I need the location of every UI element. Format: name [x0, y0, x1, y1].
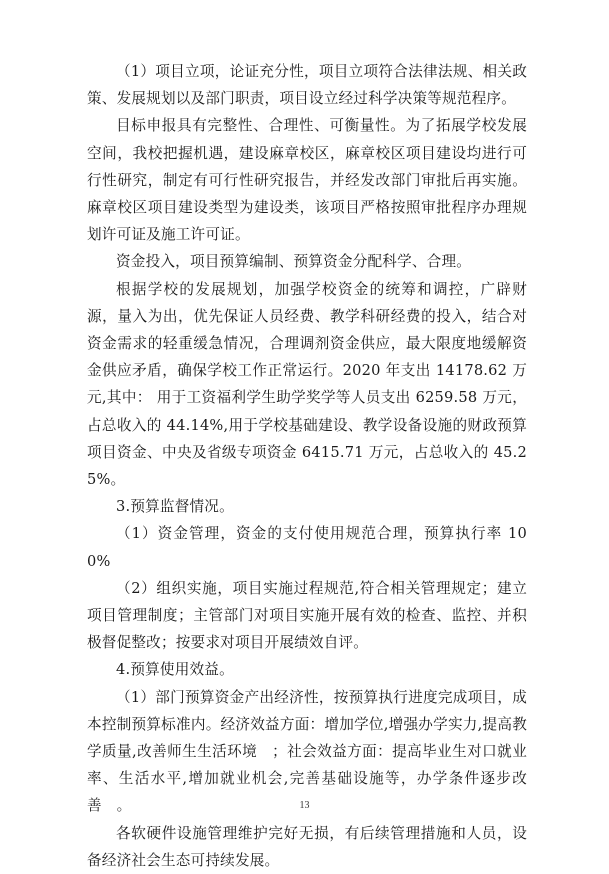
body-text: [87, 58, 527, 874]
paragraph-target-declaration: 目标申报具有完整性、合理性、可衡量性。为了拓展学校发展空间，我校把握机遇，建设麻章校区，麻章校区项目建设均进行可行性研究，制定有可行性研究报告，并经发改部门审批后再实施。麻章校区项目建设类型为建设类，该项目严格按照审批程序办理规划许可证及施工许可证。: [87, 117, 527, 244]
paragraph-organization-implementation: （2）组织实施，项目实施过程规范,符合相关管理规定；建立项目管理制度；主管部门对项目实施开展有效的检查、监控、并积极督促整改；按要求对项目开展绩效自评。: [87, 579, 527, 652]
paragraph-project-approval: （1）项目立项，论证充分性，项目立项符合法律法规、相关政策、发展规划以及部门职责，项目设立经过科学决策等规范程序。: [87, 63, 527, 108]
page-number: 13: [299, 800, 310, 811]
paragraph-economic-output: （1）部门预算资金产出经济性，按预算执行进度完成项目，成本控制预算标准内。经济效益方面：增加学位,增强办学实力,提高教学质量,改善师生生活环境 ；社会效益方面：提高毕业生对口就业率、生活水平,增加就业机会,完善基础设施等，办学条件逐步改善 。: [87, 688, 527, 815]
paragraph-fund-management: （1）资金管理，资金的支付使用规范合理，预算执行率 100%: [87, 525, 527, 570]
paragraph-sustainability: 各软硬件设施管理维护完好无损，有后续管理措施和人员，设备经济社会生态可持续发展。: [87, 824, 527, 869]
section-heading-budget-supervision: 3.预算监督情况。: [116, 498, 234, 516]
paragraph-development-plan: 根据学校的发展规划，加强学校资金的统筹和调控，广辟财源，量入为出，优先保证人员经费、教学科研经费的投入，结合对资金需求的轻重缓急情况，合理调剂资金供应，最大限度地缓解资金供应矛盾，确保学校工作正常运行。2020 年支出 14178.62 万元,其中： 用于工资福利学生助学奖学等人员支出 6259.58 万元，占总收入的 44.14%,用于学校基础建设、教学设备设施的财政预算项目资金、中央及省级专项资金 6415.71 万元，占总收入的 45.25%。: [87, 280, 527, 489]
paragraph-fund-input: 资金投入，项目预算编制、预算资金分配科学、合理。: [116, 253, 472, 271]
section-heading-budget-benefit: 4.预算使用效益。: [116, 661, 234, 679]
